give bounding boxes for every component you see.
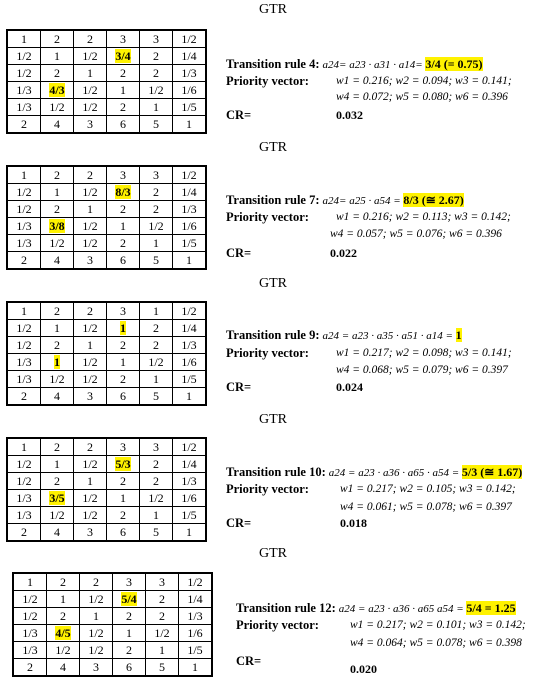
matrix-cell: 1/2 xyxy=(173,30,207,48)
transition-rule-line xyxy=(226,465,522,481)
matrix-cell xyxy=(41,354,74,371)
matrix-cell: 2 xyxy=(107,65,140,82)
matrix-cell: 1/2 xyxy=(41,235,74,252)
matrix-row xyxy=(13,591,212,608)
cr-label: CR= xyxy=(226,516,252,530)
priority-vector-label: Priority vector: xyxy=(226,482,309,496)
matrix-cell: 3 xyxy=(74,524,107,542)
transition-result: 5/3 (≅ 1.67) xyxy=(461,465,523,479)
matrix-cell: 1/6 xyxy=(173,82,207,99)
transition-rule-line xyxy=(226,328,462,344)
matrix-row xyxy=(13,625,212,642)
highlighted-value: 3/8 xyxy=(49,219,65,233)
gtr-block xyxy=(0,546,550,686)
gtr-block xyxy=(0,412,550,552)
matrix-cell: 1/5 xyxy=(173,235,207,252)
matrix-cell: 1/5 xyxy=(173,99,207,116)
matrix-cell: 2 xyxy=(107,473,140,490)
highlighted-value: 1 xyxy=(54,355,60,369)
matrix-row xyxy=(7,30,206,48)
matrix-row xyxy=(13,608,212,625)
matrix-cell: 2 xyxy=(107,507,140,524)
matrix-cell xyxy=(41,82,74,99)
matrix-cell: 1/3 xyxy=(7,371,41,388)
cr-label: CR= xyxy=(226,108,252,122)
matrix-cell: 2 xyxy=(47,573,80,591)
matrix-cell: 4 xyxy=(41,388,74,406)
matrix-cell: 1 xyxy=(140,507,173,524)
matrix-cell: 1/2 xyxy=(80,642,113,659)
matrix-row xyxy=(13,642,212,659)
cr-value: 0.018 xyxy=(340,516,367,530)
matrix-cell: 1 xyxy=(113,625,146,642)
matrix-cell: 1/2 xyxy=(7,48,41,65)
matrix-cell: 5 xyxy=(140,388,173,406)
matrix-cell: 2 xyxy=(41,438,74,456)
transition-result: 3/4 (= 0.75) xyxy=(425,57,483,71)
matrix-row xyxy=(7,507,206,524)
matrix-cell: 1 xyxy=(74,473,107,490)
matrix-cell: 1/2 xyxy=(74,456,107,473)
matrix-cell xyxy=(107,184,140,201)
matrix-cell: 1/6 xyxy=(179,625,213,642)
matrix-cell: 1/2 xyxy=(74,354,107,371)
matrix-cell: 1 xyxy=(173,252,207,270)
matrix-cell: 1 xyxy=(41,48,74,65)
matrix-cell: 3 xyxy=(140,30,173,48)
gtr-header: GTR xyxy=(259,140,287,155)
matrix-row xyxy=(7,371,206,388)
matrix-cell: 1/2 xyxy=(179,573,213,591)
matrix-cell: 1 xyxy=(173,388,207,406)
transition-rule-label: Transition rule 12: xyxy=(236,601,336,615)
matrix-cell: 3 xyxy=(74,388,107,406)
matrix-cell: 2 xyxy=(41,65,74,82)
matrix-cell: 1 xyxy=(146,642,179,659)
matrix-cell: 2 xyxy=(7,524,41,542)
matrix-cell: 2 xyxy=(41,201,74,218)
matrix-cell: 1/2 xyxy=(140,218,173,235)
transition-formula: a24= a25 · a54 = xyxy=(322,195,404,207)
matrix-cell: 1/2 xyxy=(7,473,41,490)
matrix-cell: 1/2 xyxy=(74,320,107,337)
matrix-cell: 2 xyxy=(140,337,173,354)
transition-rule-line xyxy=(236,601,516,617)
matrix-cell: 1/3 xyxy=(179,608,213,625)
matrix-row xyxy=(7,48,206,65)
matrix-cell: 1/2 xyxy=(173,438,207,456)
matrix-cell: 2 xyxy=(107,371,140,388)
matrix-cell: 1/2 xyxy=(140,82,173,99)
priority-weights-row-2: w4 = 0.061; w5 = 0.078; w6 = 0.397 xyxy=(340,501,512,513)
matrix-cell: 1/2 xyxy=(140,490,173,507)
priority-weights-row-1: w1 = 0.217; w2 = 0.101; w3 = 0.142; xyxy=(350,619,526,631)
matrix-cell: 2 xyxy=(107,337,140,354)
matrix-cell: 4 xyxy=(41,252,74,270)
matrix-cell: 1/4 xyxy=(173,456,207,473)
matrix-cell: 1/6 xyxy=(173,354,207,371)
cr-label: CR= xyxy=(226,246,252,260)
matrix-cell: 2 xyxy=(80,573,113,591)
matrix-cell: 1/5 xyxy=(173,371,207,388)
matrix-cell: 1/2 xyxy=(74,99,107,116)
matrix-cell: 2 xyxy=(146,591,179,608)
priority-vector-line xyxy=(226,482,516,497)
matrix-cell xyxy=(41,490,74,507)
matrix-cell: 1/3 xyxy=(7,218,41,235)
matrix-row xyxy=(7,388,206,406)
matrix-cell: 1/2 xyxy=(80,625,113,642)
matrix-cell: 3 xyxy=(107,166,140,184)
matrix-cell: 2 xyxy=(146,608,179,625)
matrix-row xyxy=(7,320,206,337)
transition-rule-label: Transition rule 10: xyxy=(226,465,326,479)
matrix-row xyxy=(7,65,206,82)
matrix-row xyxy=(7,116,206,134)
matrix-cell: 1/2 xyxy=(41,507,74,524)
cr-value: 0.032 xyxy=(336,108,363,122)
matrix-cell: 1/2 xyxy=(7,201,41,218)
matrix-cell: 1 xyxy=(173,524,207,542)
matrix-cell: 1/2 xyxy=(7,337,41,354)
matrix-row xyxy=(7,490,206,507)
matrix-cell: 1 xyxy=(41,456,74,473)
matrix-cell: 6 xyxy=(107,388,140,406)
matrix-cell: 1 xyxy=(107,354,140,371)
priority-weights-row-1: w1 = 0.216; w2 = 0.094; w3 = 0.141; xyxy=(336,75,512,87)
matrix-cell: 1 xyxy=(107,82,140,99)
matrix-cell: 3 xyxy=(140,166,173,184)
transition-rule-label: Transition rule 9: xyxy=(226,328,320,342)
priority-vector-label: Priority vector: xyxy=(236,618,319,632)
matrix-cell: 1 xyxy=(7,166,41,184)
matrix-cell: 3 xyxy=(146,573,179,591)
matrix-cell: 2 xyxy=(41,337,74,354)
matrix-cell: 2 xyxy=(47,608,80,625)
matrix-cell xyxy=(113,591,146,608)
matrix-cell: 1/3 xyxy=(7,82,41,99)
matrix-row xyxy=(7,354,206,371)
matrix-cell: 2 xyxy=(41,473,74,490)
matrix-cell: 1 xyxy=(47,591,80,608)
matrix-cell: 1/2 xyxy=(7,65,41,82)
matrix-cell: 3 xyxy=(74,116,107,134)
matrix-cell: 2 xyxy=(13,659,47,677)
matrix-cell: 1/2 xyxy=(146,625,179,642)
matrix-cell: 1 xyxy=(140,302,173,320)
matrix-cell: 1 xyxy=(140,371,173,388)
matrix-cell: 1/2 xyxy=(41,99,74,116)
matrix-cell: 1/3 xyxy=(13,642,47,659)
transition-rule-label: Transition rule 4: xyxy=(226,57,320,71)
matrix-cell: 2 xyxy=(113,608,146,625)
matrix-cell: 1/2 xyxy=(47,642,80,659)
cr-label: CR= xyxy=(226,380,252,394)
matrix-row xyxy=(7,524,206,542)
matrix-cell: 1/2 xyxy=(140,354,173,371)
matrix-cell: 3 xyxy=(113,573,146,591)
matrix-cell: 1/2 xyxy=(74,490,107,507)
matrix-cell: 2 xyxy=(140,473,173,490)
highlighted-value: 4/3 xyxy=(49,83,65,97)
comparison-matrix xyxy=(6,301,207,406)
transition-formula: a24= a23 · a31 · a14= xyxy=(322,59,426,71)
matrix-row xyxy=(13,659,212,677)
matrix-cell: 1/3 xyxy=(7,507,41,524)
transition-rule-line xyxy=(226,57,483,73)
matrix-row xyxy=(7,184,206,201)
priority-vector-line xyxy=(236,618,526,633)
matrix-cell: 1/2 xyxy=(41,371,74,388)
matrix-cell: 3 xyxy=(107,30,140,48)
matrix-row xyxy=(7,337,206,354)
priority-weights-row-2: w4 = 0.068; w5 = 0.079; w6 = 0.397 xyxy=(336,364,508,376)
matrix-cell xyxy=(47,625,80,642)
cr-value: 0.020 xyxy=(350,662,377,676)
matrix-cell: 1 xyxy=(173,116,207,134)
matrix-cell: 2 xyxy=(41,166,74,184)
matrix-cell: 2 xyxy=(140,456,173,473)
matrix-cell: 4 xyxy=(41,524,74,542)
matrix-cell: 1 xyxy=(179,659,213,677)
matrix-cell: 1/3 xyxy=(173,473,207,490)
transition-result: 8/3 (≅ 2.67) xyxy=(403,193,464,207)
matrix-row xyxy=(7,82,206,99)
matrix-cell: 1/4 xyxy=(173,48,207,65)
matrix-row xyxy=(7,456,206,473)
highlighted-value: 1 xyxy=(120,321,126,335)
matrix-cell: 2 xyxy=(140,201,173,218)
matrix-row xyxy=(7,218,206,235)
matrix-cell: 3 xyxy=(107,438,140,456)
matrix-cell: 1/2 xyxy=(80,591,113,608)
matrix-cell: 2 xyxy=(74,166,107,184)
priority-weights-row-1: w1 = 0.217; w2 = 0.098; w3 = 0.141; xyxy=(336,347,512,359)
matrix-cell: 4 xyxy=(41,116,74,134)
cr-label: CR= xyxy=(236,654,262,668)
transition-formula: a24 = a23 · a35 · a51 · a14 = xyxy=(322,330,456,342)
matrix-cell: 1 xyxy=(80,608,113,625)
highlighted-value: 3/5 xyxy=(49,491,65,505)
matrix-cell: 2 xyxy=(74,438,107,456)
matrix-cell: 1 xyxy=(107,218,140,235)
cr-value: 0.024 xyxy=(336,380,363,394)
matrix-cell: 5 xyxy=(146,659,179,677)
matrix-cell: 1/2 xyxy=(74,48,107,65)
matrix-cell: 1 xyxy=(7,30,41,48)
matrix-cell: 1/3 xyxy=(7,354,41,371)
matrix-row xyxy=(7,252,206,270)
highlighted-value: 3/4 xyxy=(115,49,131,63)
matrix-cell: 2 xyxy=(74,302,107,320)
priority-vector-line xyxy=(226,74,512,89)
matrix-cell: 4 xyxy=(47,659,80,677)
transition-result: 1 xyxy=(455,328,462,342)
matrix-cell: 1/2 xyxy=(173,302,207,320)
matrix-cell: 2 xyxy=(140,48,173,65)
cr-value: 0.022 xyxy=(330,246,357,260)
matrix-cell: 1/2 xyxy=(74,235,107,252)
matrix-cell: 6 xyxy=(107,524,140,542)
matrix-row xyxy=(7,302,206,320)
priority-weights-row-2: w4 = 0.072; w5 = 0.080; w6 = 0.396 xyxy=(336,91,508,103)
gtr-block xyxy=(0,276,550,416)
matrix-cell: 5 xyxy=(140,116,173,134)
matrix-cell: 2 xyxy=(140,320,173,337)
matrix-cell: 1/3 xyxy=(13,625,47,642)
matrix-cell: 1/2 xyxy=(74,218,107,235)
matrix-cell: 1/4 xyxy=(179,591,213,608)
matrix-cell: 1 xyxy=(107,490,140,507)
matrix-cell: 1/2 xyxy=(74,507,107,524)
priority-vector-label: Priority vector: xyxy=(226,346,309,360)
matrix-cell: 6 xyxy=(113,659,146,677)
matrix-cell: 2 xyxy=(7,116,41,134)
matrix-cell: 1/4 xyxy=(173,184,207,201)
matrix-cell: 2 xyxy=(140,65,173,82)
matrix-cell: 1/5 xyxy=(179,642,213,659)
matrix-cell: 2 xyxy=(41,30,74,48)
matrix-cell: 1/6 xyxy=(173,490,207,507)
gtr-block xyxy=(0,140,550,280)
matrix-cell: 1/4 xyxy=(173,320,207,337)
matrix-cell: 1/2 xyxy=(74,82,107,99)
matrix-cell: 1/2 xyxy=(74,184,107,201)
matrix-cell: 3 xyxy=(107,302,140,320)
gtr-block xyxy=(0,2,550,142)
matrix-row xyxy=(7,99,206,116)
transition-formula: a24 = a23 · a36 · a65 a54 = xyxy=(338,603,467,615)
matrix-cell: 1 xyxy=(13,573,47,591)
gtr-header: GTR xyxy=(259,546,287,561)
matrix-cell: 2 xyxy=(107,99,140,116)
matrix-cell: 5 xyxy=(140,524,173,542)
highlighted-value: 5/3 xyxy=(115,457,131,471)
matrix-cell: 1 xyxy=(41,184,74,201)
priority-vector-line xyxy=(226,346,512,361)
transition-result: 5/4 = 1.25 xyxy=(466,601,516,615)
matrix-cell: 1/3 xyxy=(7,235,41,252)
matrix-cell: 1/3 xyxy=(173,65,207,82)
matrix-row xyxy=(7,473,206,490)
priority-vector-label: Priority vector: xyxy=(226,210,309,224)
matrix-cell xyxy=(41,218,74,235)
matrix-cell: 1/3 xyxy=(173,201,207,218)
matrix-cell: 3 xyxy=(74,252,107,270)
matrix-cell: 2 xyxy=(107,201,140,218)
matrix-cell: 1/2 xyxy=(7,320,41,337)
priority-vector-line xyxy=(226,210,511,225)
matrix-cell: 6 xyxy=(107,116,140,134)
matrix-cell: 1/5 xyxy=(173,507,207,524)
matrix-cell: 1 xyxy=(140,235,173,252)
matrix-cell: 3 xyxy=(140,438,173,456)
priority-weights-row-2: w4 = 0.057; w5 = 0.076; w6 = 0.396 xyxy=(330,228,502,240)
matrix-cell: 1/3 xyxy=(7,490,41,507)
comparison-matrix xyxy=(12,572,213,677)
transition-rule-line xyxy=(226,193,464,209)
gtr-header: GTR xyxy=(259,2,287,17)
matrix-row xyxy=(7,166,206,184)
matrix-cell: 2 xyxy=(41,302,74,320)
matrix-cell xyxy=(107,48,140,65)
highlighted-value: 8/3 xyxy=(115,185,131,199)
matrix-cell: 1/2 xyxy=(74,371,107,388)
matrix-cell xyxy=(107,320,140,337)
matrix-cell: 1 xyxy=(140,99,173,116)
matrix-cell: 3 xyxy=(80,659,113,677)
matrix-cell: 2 xyxy=(107,235,140,252)
transition-formula: a24 = a23 · a36 · a65 · a54 = xyxy=(328,467,462,479)
matrix-cell: 1/2 xyxy=(7,456,41,473)
priority-weights-row-1: w1 = 0.217; w2 = 0.105; w3 = 0.142; xyxy=(340,483,516,495)
matrix-row xyxy=(7,201,206,218)
matrix-row xyxy=(7,235,206,252)
priority-vector-label: Priority vector: xyxy=(226,74,309,88)
matrix-cell: 1/3 xyxy=(7,99,41,116)
matrix-cell: 2 xyxy=(74,30,107,48)
matrix-cell: 1/2 xyxy=(173,166,207,184)
matrix-cell: 1 xyxy=(41,320,74,337)
gtr-header: GTR xyxy=(259,276,287,291)
matrix-cell: 6 xyxy=(107,252,140,270)
priority-weights-row-1: w1 = 0.216; w2 = 0.113; w3 = 0.142; xyxy=(336,211,511,223)
comparison-matrix xyxy=(6,165,207,270)
matrix-cell: 2 xyxy=(113,642,146,659)
matrix-cell: 2 xyxy=(7,252,41,270)
matrix-cell: 1/2 xyxy=(13,591,47,608)
transition-rule-label: Transition rule 7: xyxy=(226,193,320,207)
comparison-matrix xyxy=(6,437,207,542)
matrix-cell: 1 xyxy=(7,438,41,456)
matrix-cell: 1/2 xyxy=(7,184,41,201)
matrix-cell: 1 xyxy=(74,337,107,354)
matrix-cell: 1 xyxy=(7,302,41,320)
gtr-header: GTR xyxy=(259,412,287,427)
matrix-cell: 1 xyxy=(74,65,107,82)
matrix-cell xyxy=(107,456,140,473)
matrix-cell: 2 xyxy=(140,184,173,201)
matrix-cell: 2 xyxy=(7,388,41,406)
matrix-cell: 1/3 xyxy=(173,337,207,354)
matrix-cell: 1/6 xyxy=(173,218,207,235)
highlighted-value: 4/5 xyxy=(55,626,71,640)
priority-weights-row-2: w4 = 0.064; w5 = 0.078; w6 = 0.398 xyxy=(350,637,522,649)
matrix-cell: 5 xyxy=(140,252,173,270)
matrix-row xyxy=(7,438,206,456)
matrix-row xyxy=(13,573,212,591)
comparison-matrix xyxy=(6,29,207,134)
highlighted-value: 5/4 xyxy=(121,592,137,606)
matrix-cell: 1 xyxy=(74,201,107,218)
matrix-cell: 1/2 xyxy=(13,608,47,625)
